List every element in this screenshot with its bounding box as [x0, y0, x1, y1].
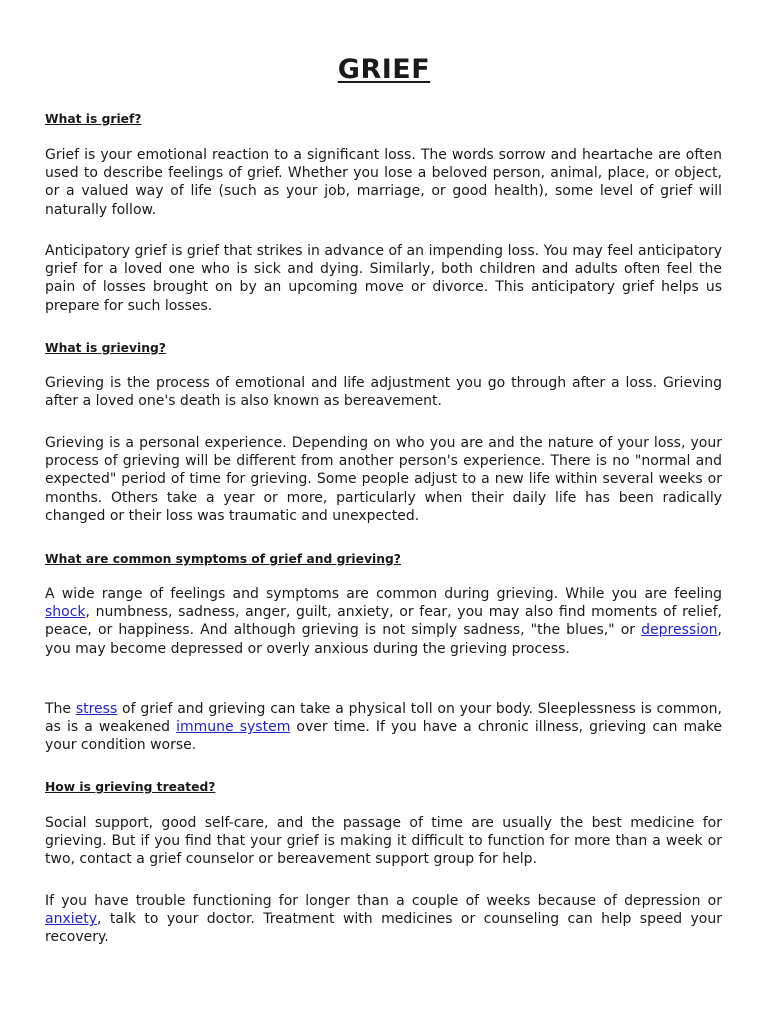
- section-heading: What are common symptoms of grief and grieving?: [45, 552, 401, 566]
- paragraph: Grieving is a personal experience. Depending on who you are and the nature of your loss, your process of grieving will be different from another person's experience. There is no "normal and expected" period of time for grieving. Some people adjust to a new life within several weeks or months. Others take a year or more, particularly when their daily life has been radically changed or their loss was traumatic and unexpected.: [45, 435, 722, 524]
- paragraph: Grieving is the process of emotional and life adjustment you go through after a loss. Grieving after a loved one's death is also known as bereavement.: [45, 375, 722, 410]
- section-heading: What is grieving?: [45, 341, 166, 355]
- paragraph: A wide range of feelings and symptoms are common during grieving. While you are feeling shock, numbness, sadness, anger, guilt, anxiety, or fear, you may also find moments of relief, peace, or happiness. And although grieving is not simply sadness, "the blues," or depression, you may become depressed or overly anxious during the grieving process.: [45, 586, 722, 657]
- link-depression[interactable]: depression: [641, 622, 718, 639]
- section-heading: What is grief?: [45, 112, 142, 126]
- paragraph: Social support, good self-care, and the passage of time are usually the best medicine for grieving. But if you find that your grief is making it difficult to function for more than a week or two, contact a grief counselor or bereavement support group for help.: [45, 815, 722, 868]
- paragraph: Anticipatory grief is grief that strikes in advance of an impending loss. You may feel anticipatory grief for a loved one who is sick and dying. Similarly, both children and adults often feel the pain of losses brought on by an upcoming move or divorce. This anticipatory grief helps us prepare for such losses.: [45, 243, 722, 314]
- link-shock[interactable]: shock: [45, 604, 86, 621]
- paragraph: Grief is your emotional reaction to a significant loss. The words sorrow and heartache are often used to describe feelings of grief. Whether you lose a beloved person, animal, place, or object, or a valued way of life (such as your job, marriage, or good health), some level of grief will naturally follow.: [45, 147, 722, 218]
- paragraph: The stress of grief and grieving can take a physical toll on your body. Sleeplessness is common, as is a weakened immune system over time. If you have a chronic illness, grieving can make your condition worse.: [45, 701, 722, 754]
- link-immune-system[interactable]: immune system: [176, 719, 291, 736]
- link-stress[interactable]: stress: [75, 701, 118, 717]
- section-heading: How is grieving treated?: [45, 780, 216, 794]
- paragraph: If you have trouble functioning for longer than a couple of weeks because of depression or anxiety, talk to your doctor. Treatment with medicines or counseling can help speed your recovery.: [45, 893, 722, 946]
- page-title: GRIEF: [337, 54, 431, 85]
- link-anxiety[interactable]: anxiety: [45, 911, 98, 928]
